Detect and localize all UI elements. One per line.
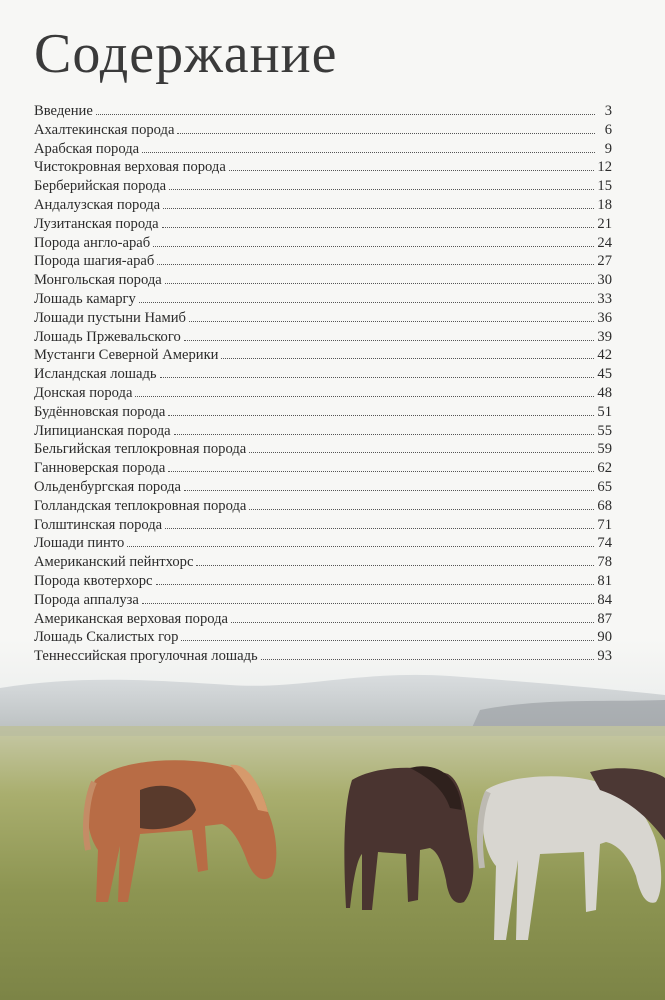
toc-entry-page: 24 <box>597 234 612 251</box>
toc-entry-label: Липицианская порода <box>34 422 171 439</box>
toc-entry-label: Будённовская порода <box>34 403 166 420</box>
toc-entry-label: Монгольская порода <box>34 272 162 289</box>
toc-entry[interactable] <box>34 534 612 553</box>
toc-entry[interactable] <box>34 140 612 159</box>
dark-bay-horse <box>344 766 473 910</box>
toc-entry-page: 21 <box>597 215 612 232</box>
dot-leader <box>189 321 594 322</box>
toc-entry[interactable] <box>34 196 612 215</box>
toc-entry-page: 42 <box>597 347 612 364</box>
toc-entry-label: Порода квотерхорс <box>34 572 153 589</box>
toc-entry-page: 36 <box>597 309 612 326</box>
toc-entry[interactable] <box>34 610 612 629</box>
toc-entry-page: 55 <box>597 422 612 439</box>
toc-entry-page: 84 <box>597 591 612 608</box>
toc-entry-page: 93 <box>597 648 612 665</box>
toc-entry-label: Лошади пинто <box>34 535 125 552</box>
toc-entry[interactable] <box>34 328 612 347</box>
toc-entry-label: Лошадь камаргу <box>34 290 136 307</box>
dot-leader <box>181 640 594 641</box>
toc-entry-label: Голландская теплокровная порода <box>34 497 247 514</box>
dot-leader <box>165 283 595 284</box>
toc-entry-page: 71 <box>597 516 612 533</box>
toc-entry-page: 65 <box>597 478 612 495</box>
dot-leader <box>221 358 594 359</box>
toc-entry-label: Порода аппалуза <box>34 591 139 608</box>
dot-leader <box>127 546 594 547</box>
dot-leader <box>142 152 595 153</box>
toc-entry-page: 27 <box>597 253 612 270</box>
toc-entry-page: 39 <box>597 328 612 345</box>
dot-leader <box>168 471 594 472</box>
toc-entry[interactable] <box>34 365 612 384</box>
toc-entry[interactable] <box>34 177 612 196</box>
toc-entry[interactable] <box>34 271 612 290</box>
toc-entry-page: 90 <box>597 629 612 646</box>
toc-entry-label: Голштинская порода <box>34 516 163 533</box>
toc-entry-label: Арабская порода <box>34 140 140 157</box>
toc-entry-label: Мустанги Северной Америки <box>34 347 219 364</box>
dot-leader <box>153 246 594 247</box>
toc-entry[interactable] <box>34 346 612 365</box>
dot-leader <box>157 264 594 265</box>
dot-leader <box>96 114 595 115</box>
dot-leader <box>165 528 594 529</box>
dot-leader <box>231 622 594 623</box>
toc-entry[interactable] <box>34 422 612 441</box>
toc-entry-page: 78 <box>597 554 612 571</box>
page-title: Содержание <box>34 23 338 85</box>
toc-entry-label: Лошадь Скалистых гор <box>34 629 179 646</box>
toc-entry-label: Исландская лошадь <box>34 366 157 383</box>
toc-entry-label: Лошадь Пржевальского <box>34 328 181 345</box>
dot-leader <box>177 133 595 134</box>
toc-entry[interactable] <box>34 121 612 140</box>
toc-entry-page: 33 <box>597 290 612 307</box>
toc-entry[interactable] <box>34 158 612 177</box>
toc-entry-page: 45 <box>597 366 612 383</box>
toc-entry-label: Введение <box>34 103 93 119</box>
dot-leader <box>160 377 595 378</box>
toc-entry-page: 87 <box>597 610 612 627</box>
dot-leader <box>229 170 595 171</box>
toc-entry-page: 18 <box>597 196 612 213</box>
dot-leader <box>249 509 594 510</box>
toc-entry[interactable] <box>34 252 612 271</box>
toc-entry-label: Ахалтекинская порода <box>34 121 175 138</box>
toc-entry[interactable] <box>34 591 612 610</box>
toc-entry[interactable] <box>34 440 612 459</box>
dot-leader <box>196 565 594 566</box>
dot-leader <box>139 302 595 303</box>
toc-entry-label: Бельгийская теплокровная порода <box>34 441 247 458</box>
toc-entry-label: Донская порода <box>34 384 133 401</box>
toc-entry-page: 62 <box>597 460 612 477</box>
dot-leader <box>163 208 594 209</box>
toc-entry-label: Андалузская порода <box>34 196 161 213</box>
toc-entry-label: Лошади пустыни Намиб <box>34 309 186 326</box>
toc-entry[interactable] <box>34 497 612 516</box>
toc-entry-page: 59 <box>597 441 612 458</box>
toc-entry[interactable] <box>34 516 612 535</box>
toc-entry-page: 48 <box>597 384 612 401</box>
toc-entry-label: Берберийская порода <box>34 178 167 195</box>
toc-entry-page: 12 <box>597 159 612 176</box>
dot-leader <box>168 415 594 416</box>
dot-leader <box>249 452 594 453</box>
toc-entry-label: Ольденбургская порода <box>34 478 182 495</box>
toc-entry[interactable] <box>34 459 612 478</box>
toc-entry[interactable] <box>34 647 612 666</box>
toc-entry-label: Лузитанская порода <box>34 215 159 232</box>
toc-entry-page: 6 <box>604 121 612 138</box>
toc-entry-page: 15 <box>597 178 612 195</box>
toc-entry-page: 74 <box>597 535 612 552</box>
table-of-contents <box>34 102 612 666</box>
toc-entry[interactable] <box>34 553 612 572</box>
toc-entry[interactable] <box>34 102 612 121</box>
toc-entry[interactable] <box>34 478 612 497</box>
toc-entry-page: 51 <box>597 403 612 420</box>
dot-leader <box>184 490 594 491</box>
dot-leader <box>156 584 595 585</box>
toc-entry[interactable] <box>34 628 612 647</box>
toc-entry-page: 3 <box>604 103 612 119</box>
toc-entry[interactable] <box>34 572 612 591</box>
toc-entry-page: 30 <box>597 272 612 289</box>
horses-pasture-photo <box>0 640 665 1000</box>
toc-entry-label: Американский пейнтхорс <box>34 554 194 571</box>
toc-entry[interactable] <box>34 234 612 253</box>
toc-entry[interactable] <box>34 403 612 422</box>
toc-entry-label: Американская верховая порода <box>34 610 229 627</box>
dot-leader <box>169 189 594 190</box>
toc-entry[interactable] <box>34 290 612 309</box>
dot-leader <box>142 603 595 604</box>
toc-entry-label: Теннессийская прогулочная лошадь <box>34 648 258 665</box>
toc-entry-label: Порода шагия-араб <box>34 253 155 270</box>
toc-entry-page: 81 <box>597 572 612 589</box>
toc-entry-page: 68 <box>597 497 612 514</box>
toc-entry-label: Порода англо-араб <box>34 234 151 251</box>
toc-entry-label: Ганноверская порода <box>34 460 166 477</box>
toc-entry[interactable] <box>34 384 612 403</box>
dot-leader <box>135 396 594 397</box>
dot-leader <box>261 659 595 660</box>
toc-entry[interactable] <box>34 309 612 328</box>
dot-leader <box>162 227 595 228</box>
dot-leader <box>174 434 595 435</box>
toc-entry[interactable] <box>34 215 612 234</box>
toc-entry-page: 9 <box>604 140 612 157</box>
toc-entry-label: Чистокровная верховая порода <box>34 159 226 176</box>
dot-leader <box>184 340 595 341</box>
